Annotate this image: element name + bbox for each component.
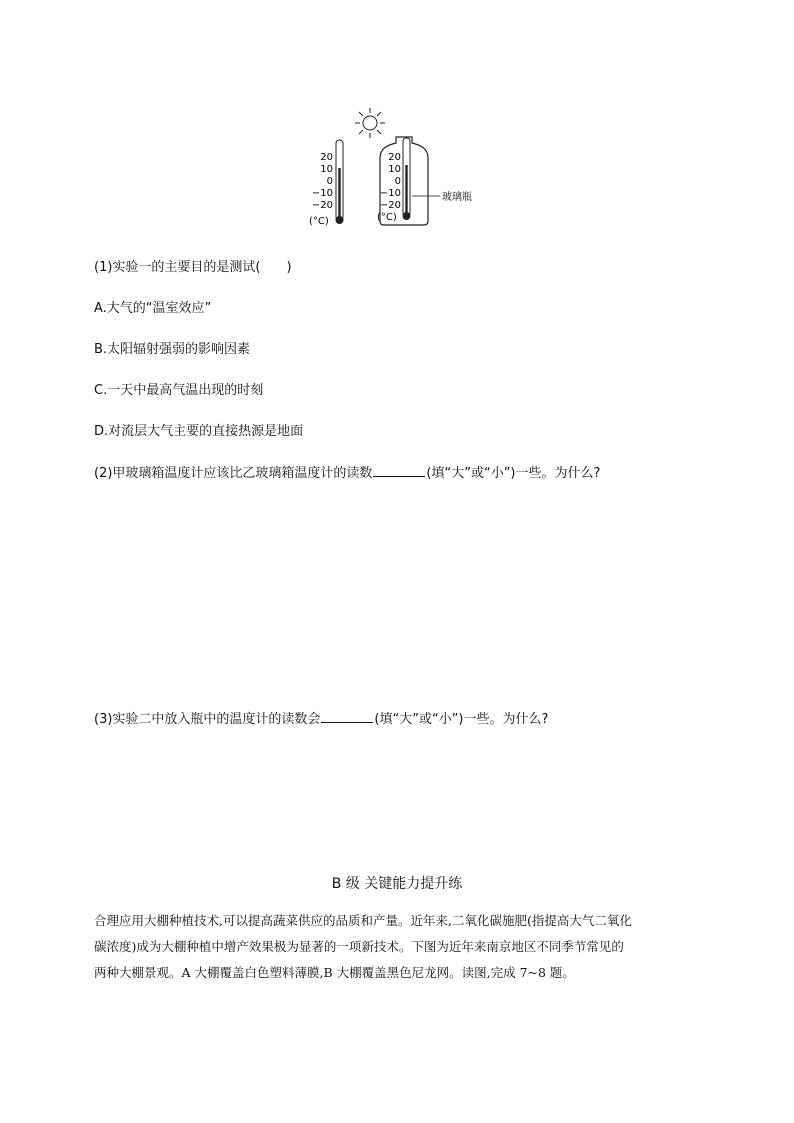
intro-line: 碳浓度)成为大棚种植中增产效果极为显著的一项新技术。下图为近年来南京地区不同季节常见的: [94, 939, 624, 954]
scale-label: −20: [379, 200, 401, 211]
unit-label: (°C): [309, 216, 329, 227]
q3-text-before: (3)实验二中放入瓶中的温度计的读数会: [94, 712, 321, 727]
q2-text-after: (填“大”或“小”)一些。为什么?: [426, 466, 601, 481]
q1-option-a: A.大气的“温室效应”: [94, 301, 212, 316]
experiment-figure: [300, 103, 500, 233]
scale-label: 10: [320, 164, 333, 175]
q3: [94, 710, 548, 729]
intro-line: 合理应用大棚种植技术,可以提高蔬菜供应的品质和产量。近年来,二氧化碳施肥(指提高大气二氧化: [94, 913, 632, 928]
q1-option-c: C.一天中最高气温出现的时刻: [94, 383, 264, 398]
q1-option-b: B.太阳辐射强弱的影响因素: [94, 342, 251, 357]
unit-label: (°C): [377, 212, 397, 223]
scale-label: 0: [394, 176, 401, 187]
section-title: B 级 关键能力提升练: [331, 876, 463, 892]
answer-blank[interactable]: [321, 710, 373, 723]
bottle-label: 玻璃瓶: [442, 192, 472, 203]
scale-label: −10: [311, 188, 333, 199]
answer-blank[interactable]: [373, 464, 425, 477]
scale-label: 0: [326, 176, 333, 187]
q2-text-before: (2)甲玻璃箱温度计应该比乙玻璃箱温度计的读数: [94, 466, 373, 481]
scale-label: 20: [320, 152, 333, 163]
sun-icon: [355, 108, 385, 138]
q1-option-d: D.对流层大气主要的直接热源是地面: [94, 424, 304, 439]
thermometer-outside: [309, 140, 344, 227]
scale-label: 10: [388, 164, 401, 175]
q2: [94, 464, 600, 483]
scale-label: 20: [388, 152, 401, 163]
q3-text-after: (填“大”或“小”)一些。为什么?: [374, 712, 549, 727]
intro-line: 两种大棚景观。A 大棚覆盖白色塑料薄膜,B 大棚覆盖黑色尼龙网。读图,完成 7~8 题。: [94, 965, 575, 980]
experiment-illustration: [300, 103, 500, 233]
scale-label: −20: [311, 200, 333, 211]
intro-paragraph: [94, 908, 704, 986]
q1-stem: (1)实验一的主要目的是测试( ): [94, 260, 292, 275]
scale-label: −10: [379, 188, 401, 199]
